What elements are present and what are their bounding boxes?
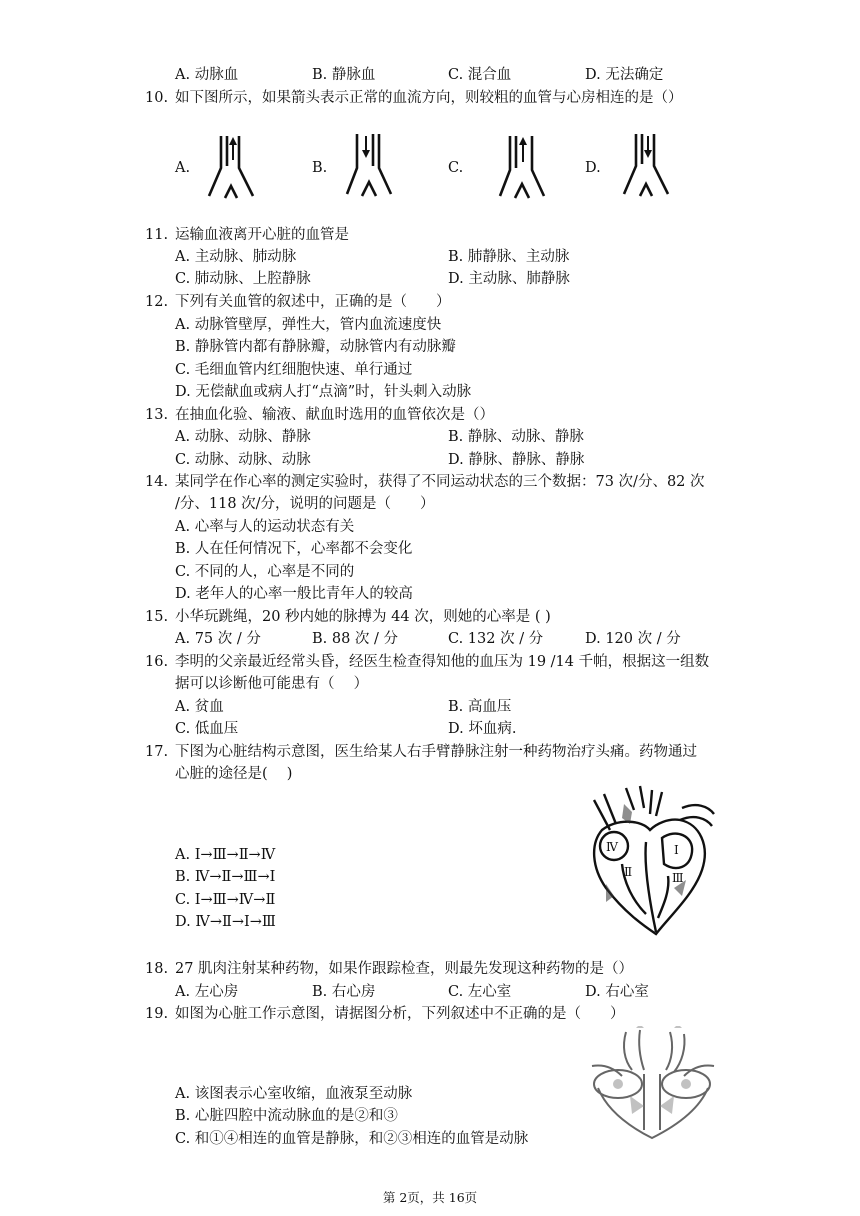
- q16-option-c: C. 低血压: [175, 721, 239, 737]
- q12-option-b: B. 静脉管内都有静脉瓣，动脉管内有动脉瓣: [175, 339, 456, 355]
- q9-option-d: D. 无法确定: [585, 67, 664, 83]
- q18-option-b: B. 右心房: [312, 984, 376, 1000]
- q16-stem-line2: 据可以诊断他可能患有（ ）: [175, 676, 369, 692]
- q19-option-a: A. 该图表示心室收缩，血液泵至动脉: [175, 1086, 413, 1102]
- q17-stem-line1: 下图为心脏结构示意图，医生给某人右手臂静脉注射一种药物治疗头痛。药物通过: [175, 744, 697, 760]
- q12-number: 12.: [145, 294, 169, 310]
- q11-number: 11.: [145, 227, 169, 243]
- q15-number: 15.: [145, 609, 169, 625]
- q11-stem: 运输血液离开心脏的血管是: [175, 227, 349, 243]
- q13-option-b: B. 静脉、动脉、静脉: [448, 429, 584, 445]
- q16-stem-line1: 李明的父亲最近经常头昏，经医生检查得知他的血压为 19 /14 千帕，根据这一组数: [175, 654, 710, 670]
- q13-option-d: D. 静脉、静脉、静脉: [448, 452, 585, 468]
- q13-option-c: C. 动脉、动脉、动脉: [175, 452, 311, 468]
- q10-label-d: D.: [585, 160, 601, 176]
- q10-figure-b: [343, 130, 395, 200]
- q10-label-b: B.: [312, 160, 328, 176]
- heart-label-i: Ⅰ: [674, 843, 679, 857]
- q16-option-b: B. 高血压: [448, 699, 512, 715]
- q10-stem: 如下图所示，如果箭头表示正常的血流方向，则较粗的血管与心房相连的是（）: [175, 90, 683, 106]
- page-footer: 第 2页，共 16页: [382, 1190, 478, 1205]
- q9-option-b: B. 静脉血: [312, 67, 376, 83]
- q14-option-a: A. 心率与人的运动状态有关: [175, 519, 355, 535]
- q9-option-c: C. 混合血: [448, 67, 512, 83]
- q10-number: 10.: [145, 90, 169, 106]
- q17-heart-diagram: [584, 784, 720, 936]
- q13-number: 13.: [145, 407, 169, 423]
- q16-number: 16.: [145, 654, 169, 670]
- q14-option-d: D. 老年人的心率一般比青年人的较高: [175, 586, 413, 602]
- q18-option-c: C. 左心室: [448, 984, 512, 1000]
- q12-option-d: D. 无偿献血或病人打“点滴”时，针头刺入动脉: [175, 384, 472, 400]
- q17-option-c: C. Ⅰ→Ⅲ→Ⅳ→Ⅱ: [175, 892, 276, 908]
- q9-option-a: A. 动脉血: [175, 67, 239, 83]
- q14-number: 14.: [145, 474, 169, 490]
- q18-option-d: D. 右心室: [585, 984, 649, 1000]
- q17-number: 17.: [145, 744, 169, 760]
- q18-number: 18.: [145, 961, 169, 977]
- q11-option-d: D. 主动脉、肺静脉: [448, 271, 570, 287]
- q11-option-c: C. 肺动脉、上腔静脉: [175, 271, 311, 287]
- q14-option-b: B. 人在任何情况下，心率都不会变化: [175, 541, 413, 557]
- q14-stem-line1: 某同学在作心率的测定实验时，获得了不同运动状态的三个数据：73 次/分、82 次: [175, 474, 705, 490]
- q18-stem: 27 肌肉注射某种药物，如果作跟踪检查，则最先发现这种药物的是（）: [175, 961, 634, 977]
- q10-figure-a: [205, 132, 257, 202]
- q15-option-d: D. 120 次 / 分: [585, 631, 681, 647]
- heart-label-iv: Ⅳ: [606, 840, 618, 854]
- heart-label-ii: Ⅱ: [624, 865, 633, 879]
- q17-option-a: A. Ⅰ→Ⅲ→Ⅱ→Ⅳ: [175, 847, 276, 863]
- q17-stem-line2: 心脏的途径是( ): [175, 766, 293, 782]
- q13-option-a: A. 动脉、动脉、静脉: [175, 429, 311, 445]
- q15-stem: 小华玩跳绳，20 秒内她的脉搏为 44 次，则她的心率是 ( ): [175, 609, 551, 625]
- q18-option-a: A. 左心房: [175, 984, 239, 1000]
- q19-option-c: C. 和①④相连的血管是静脉，和②③相连的血管是动脉: [175, 1131, 529, 1147]
- q19-number: 19.: [145, 1006, 169, 1022]
- heart-label-iii: Ⅲ: [672, 871, 684, 885]
- q12-option-a: A. 动脉管壁厚，弹性大，管内血流速度快: [175, 317, 442, 333]
- q12-option-c: C. 毛细血管内红细胞快速、单行通过: [175, 362, 413, 378]
- q11-option-b: B. 肺静脉、主动脉: [448, 249, 570, 265]
- q17-option-b: B. Ⅳ→Ⅱ→Ⅲ→Ⅰ: [175, 869, 276, 885]
- q19-stem: 如图为心脏工作示意图，请据图分析，下列叙述中不正确的是（ ）: [175, 1006, 625, 1022]
- q10-figure-d: [620, 130, 672, 200]
- q10-label-c: C.: [448, 160, 464, 176]
- q19-heart-work-diagram: [588, 1026, 718, 1142]
- q11-option-a: A. 主动脉、肺动脉: [175, 249, 297, 265]
- q16-option-a: A. 贫血: [175, 699, 224, 715]
- q17-option-d: D. Ⅳ→Ⅱ→Ⅰ→Ⅲ: [175, 914, 276, 930]
- q15-option-b: B. 88 次 / 分: [312, 631, 399, 647]
- q10-label-a: A.: [175, 160, 191, 176]
- q13-stem: 在抽血化验、输液、献血时选用的血管依次是（）: [175, 407, 494, 423]
- q15-option-c: C. 132 次 / 分: [448, 631, 544, 647]
- q12-stem: 下列有关血管的叙述中，正确的是（ ）: [175, 294, 451, 310]
- q10-figure-c: [496, 132, 548, 202]
- q15-option-a: A. 75 次 / 分: [175, 631, 261, 647]
- q14-option-c: C. 不同的人，心率是不同的: [175, 564, 355, 580]
- q16-option-d: D. 坏血病.: [448, 721, 517, 737]
- q19-option-b: B. 心脏四腔中流动脉血的是②和③: [175, 1108, 398, 1124]
- q14-stem-line2: /分、118 次/分，说明的问题是（ ）: [175, 496, 435, 512]
